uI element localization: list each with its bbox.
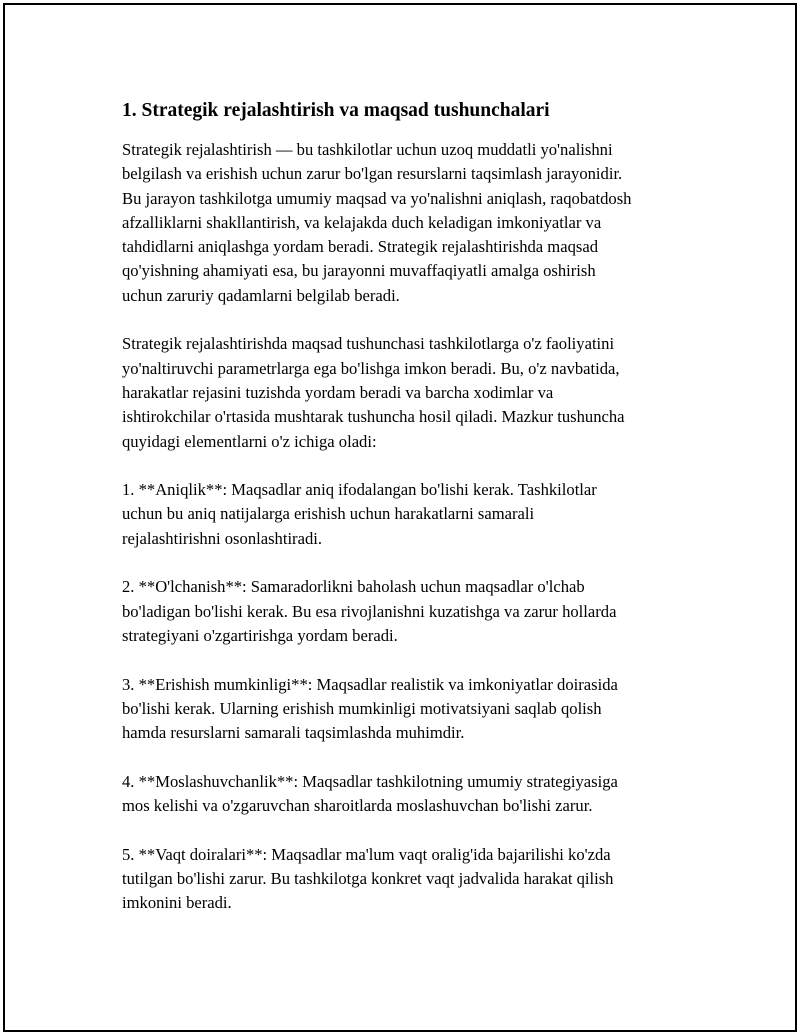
document-body	[122, 99, 692, 940]
text-line: yo'naltiruvchi parametrlarga ega bo'lishga imkon beradi. Bu, o'z navbatida,	[122, 358, 620, 378]
text-line: strategiyani o'zgartirishga yordam beradi.	[122, 625, 398, 645]
text-line: tutilgan bo'lishi zarur. Bu tashkilotga konkret vaqt jadvalida harakat qilish	[122, 868, 614, 888]
text-line: ishtirokchilar o'rtasida mushtarak tushuncha hosil qiladi. Mazkur tushuncha	[122, 407, 625, 427]
text-line: Strategik rejalashtirish — bu tashkilotlar uchun uzoq muddatli yo'nalishni	[122, 140, 613, 159]
text-line: belgilash va erishish uchun zarur bo'lgan resurslarni taqsimlash jarayonidir.	[122, 164, 623, 184]
list-item-erishish-mumkinligi	[122, 673, 692, 746]
text-line: bo'ladigan bo'lishi kerak. Bu esa rivojlanishni kuzatishga va zarur hollarda	[122, 601, 617, 621]
text-line: harakatlar rejasini tuzishda yordam beradi va barcha xodimlar va	[122, 382, 554, 402]
intro-paragraph	[122, 138, 692, 308]
text-line: 5. **Vaqt doiralari**: Maqsadlar ma'lum vaqt oralig'ida bajarilishi ko'zda	[122, 844, 611, 864]
text-line: qo'yishning ahamiyati esa, bu jarayonni muvaffaqiyatli amalga oshirish	[122, 261, 596, 281]
text-line: uchun zaruriy qadamlarni belgilab beradi.	[122, 285, 400, 305]
list-item-moslashuvchanlik	[122, 770, 692, 819]
text-line: rejalashtirishni osonlashtiradi.	[122, 528, 323, 548]
page-frame	[3, 3, 797, 1032]
concept-paragraph	[122, 332, 692, 453]
text-line: Strategik rejalashtirishda maqsad tushunchasi tashkilotlarga o'z faoliyatini	[122, 334, 615, 354]
text-line: 1. **Aniqlik**: Maqsadlar aniq ifodalangan bo'lishi kerak. Tashkilotlar	[122, 480, 597, 500]
text-line: 3. **Erishish mumkinligi**: Maqsadlar realistik va imkoniyatlar doirasida	[122, 674, 618, 694]
text-line: 4. **Moslashuvchanlik**: Maqsadlar tashkilotning umumiy strategiyasiga	[122, 771, 618, 791]
text-line: mos kelishi va o'zgaruvchan sharoitlarda moslashuvchan bo'lishi zarur.	[122, 796, 593, 816]
text-line: 2. **O'lchanish**: Samaradorlikni baholash uchun maqsadlar o'lchab	[122, 577, 585, 597]
text-line: Bu jarayon tashkilotga umumiy maqsad va yo'nalishni aniqlash, raqobatdosh	[122, 188, 632, 208]
list-item-aniqlik	[122, 478, 692, 551]
page-title: 1. Strategik rejalashtirish va maqsad tushunchalari	[122, 100, 550, 121]
text-line: quyidagi elementlarni o'z ichiga oladi:	[122, 431, 377, 451]
text-line: hamda resurslarni samarali taqsimlashda muhimdir.	[122, 723, 465, 743]
list-item-olchanish	[122, 575, 692, 648]
text-line: afzalliklarni shakllantirish, va kelajakda duch keladigan imkoniyatlar va	[122, 212, 602, 232]
text-line: bo'lishi kerak. Ularning erishish mumkinligi motivatsiyani saqlab qolish	[122, 698, 602, 718]
text-line: imkonini beradi.	[122, 893, 232, 913]
list-item-vaqt-doiralari	[122, 843, 692, 916]
text-line: uchun bu aniq natijalarga erishish uchun harakatlarni samarali	[122, 504, 535, 524]
text-line: tahdidlarni aniqlashga yordam beradi. Strategik rejalashtirishda maqsad	[122, 237, 599, 257]
